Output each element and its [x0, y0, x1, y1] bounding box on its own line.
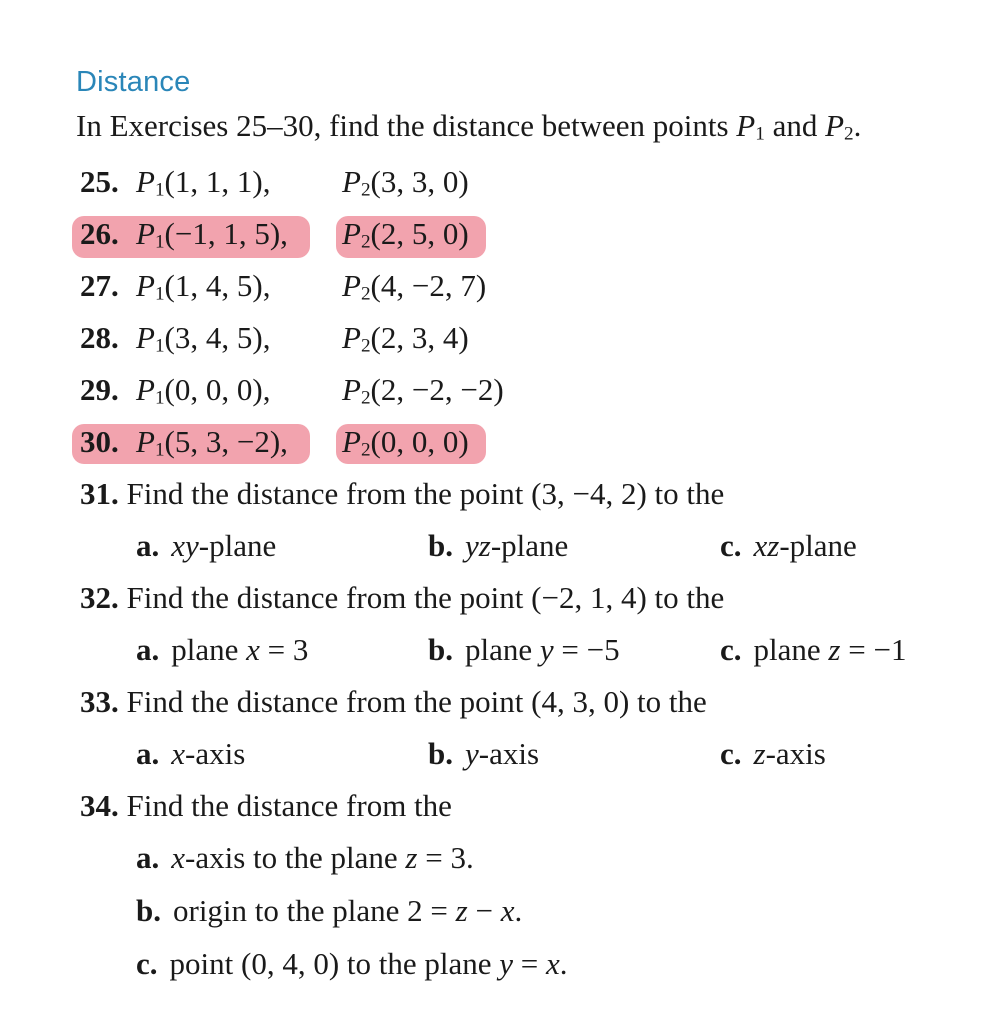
exercise-31c: c. xz-plane — [720, 528, 857, 563]
exercise-32a: a. plane x = 3 — [136, 632, 309, 667]
point-p2: $P_2(0$, 0, 0) — [342, 424, 469, 461]
exercise-number: 27. — [80, 268, 119, 303]
exercise-33-prompt: 33. Find the distance from the point (4, 3, 0) to the — [80, 684, 707, 719]
exercise-33c: c. z-axis — [720, 736, 826, 771]
point-p1: $P_1(3$, 4, 5), — [136, 320, 271, 357]
point-p1: $P_1(1$, 4, 5), — [136, 268, 271, 305]
exercise-33a: a. x-axis — [136, 736, 246, 771]
exercise-32c: c. plane z = −1 — [720, 632, 907, 667]
point-p1: $P_1(-1$, 1, 5), — [136, 216, 288, 253]
exercise-34c: c. point (0, 4, 0) to the plane y = x. — [136, 946, 568, 981]
exercise-number: 25. — [80, 164, 119, 199]
point-p2: $P_2(4$, −2, 7) — [342, 268, 487, 305]
exercise-number: 28. — [80, 320, 119, 355]
exercise-number: 30. — [80, 424, 119, 459]
exercise-31-prompt: 31. Find the distance from the point (3, −4, 2) to the — [80, 476, 725, 511]
point-p2: $P_2(2$, 3, 4) — [342, 320, 469, 357]
exercise-31a: a. xy-plane — [136, 528, 277, 563]
exercise-34a: a. x-axis to the plane z = 3. — [136, 840, 474, 875]
exercise-32-prompt: 32. Find the distance from the point (−2, 1, 4) to the — [80, 580, 725, 615]
exercise-number: 29. — [80, 372, 119, 407]
point-p1: $P_1(1$, 1, 1), — [136, 164, 271, 201]
exercise-33b: b. y-axis — [428, 736, 540, 771]
point-p2: $P_2(2$, 5, 0) — [342, 216, 469, 253]
point-p2: $P_2(2$, −2, −2) — [342, 372, 504, 409]
exercise-31b: b. yz-plane — [428, 528, 569, 563]
point-p2: $P_2(3$, 3, 0) — [342, 164, 469, 201]
exercise-34b: b. origin to the plane 2 = z − x. — [136, 893, 523, 928]
point-p1: $P_1(5$, 3, −2), — [136, 424, 288, 461]
exercise-32b: b. plane y = −5 — [428, 632, 620, 667]
section-heading: Distance — [76, 66, 191, 98]
exercise-34-prompt: 34. Find the distance from the — [80, 788, 452, 823]
exercise-number: 26. — [80, 216, 119, 251]
point-p1: $P_1(0$, 0, 0), — [136, 372, 271, 409]
intro-text: In Exercises 25–30, find the distance between points $P_1$ and $P_2$. — [76, 108, 862, 145]
